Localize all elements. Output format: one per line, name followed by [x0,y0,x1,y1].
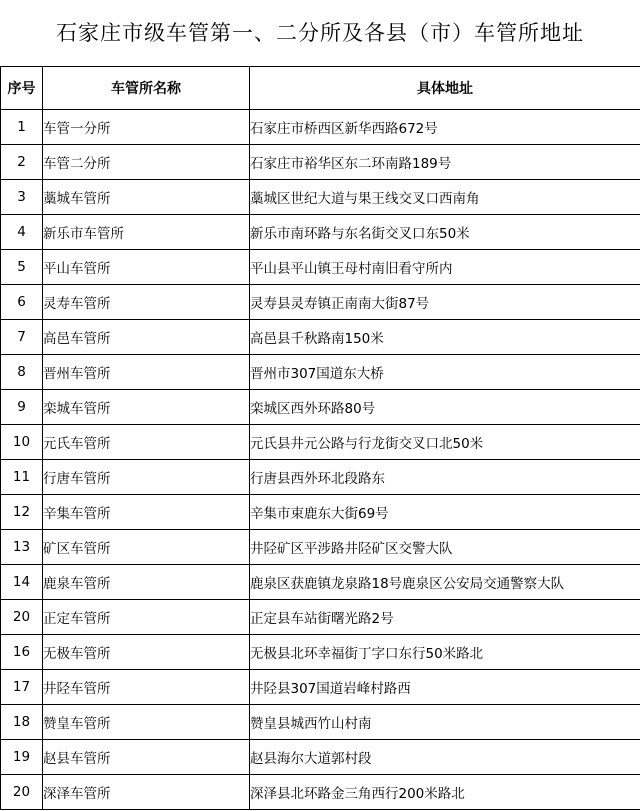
row-number: 14 [1,565,43,600]
table-row [1,285,640,320]
table-row [1,180,640,215]
table-row [1,390,640,425]
row-number: 16 [1,635,43,670]
office-address: 新乐市南环路与东名街交叉口东50米 [250,215,640,250]
office-name: 井陉车管所 [43,670,250,705]
header-no: 序号 [1,67,43,110]
table-row [1,565,640,600]
office-name: 正定车管所 [43,600,250,635]
office-address: 元氏县井元公路与行龙街交叉口北50米 [250,425,640,460]
office-name: 无极车管所 [43,635,250,670]
office-address: 辛集市束鹿东大街69号 [250,495,640,530]
office-name: 平山车管所 [43,250,250,285]
table-row [1,600,640,635]
office-address: 井陉矿区平涉路井陉矿区交警大队 [250,530,640,565]
office-address: 井陉县307国道岩峰村路西 [250,670,640,705]
office-name: 深泽车管所 [43,775,250,810]
table-row [1,775,640,810]
office-name: 车管二分所 [43,145,250,180]
row-number: 2 [1,145,43,180]
office-address: 行唐县西外环北段路东 [250,460,640,495]
table-row [1,355,640,390]
row-number: 17 [1,670,43,705]
row-number: 7 [1,320,43,355]
office-name: 行唐车管所 [43,460,250,495]
row-number: 8 [1,355,43,390]
table-row [1,670,640,705]
table-row [1,705,640,740]
office-address: 石家庄市裕华区东二环南路189号 [250,145,640,180]
office-name: 新乐市车管所 [43,215,250,250]
row-number: 6 [1,285,43,320]
office-name: 高邑车管所 [43,320,250,355]
office-name: 藁城车管所 [43,180,250,215]
table-header-row [1,67,640,110]
row-number: 18 [1,705,43,740]
office-address: 晋州市307国道东大桥 [250,355,640,390]
office-name: 鹿泉车管所 [43,565,250,600]
office-address: 平山县平山镇王母村南旧看守所内 [250,250,640,285]
table-row [1,320,640,355]
row-number: 10 [1,425,43,460]
header-name: 车管所名称 [43,67,250,110]
table-row [1,495,640,530]
office-address: 藁城区世纪大道与果王线交叉口西南角 [250,180,640,215]
office-address: 鹿泉区获鹿镇龙泉路18号鹿泉区公安局交通警察大队 [250,565,640,600]
table-row [1,145,640,180]
office-address: 灵寿县灵寿镇正南南大街87号 [250,285,640,320]
office-name: 元氏车管所 [43,425,250,460]
page-title: 石家庄市级车管第一、二分所及各县（市）车管所地址 [56,21,584,45]
office-address: 赞皇县城西竹山村南 [250,705,640,740]
office-address: 赵县海尔大道郭村段 [250,740,640,775]
table-row [1,635,640,670]
row-number: 12 [1,495,43,530]
office-address: 深泽县北环路金三角西行200米路北 [250,775,640,810]
office-name: 赞皇车管所 [43,705,250,740]
header-address: 具体地址 [250,67,640,110]
row-number: 11 [1,460,43,495]
table-row [1,215,640,250]
address-table [0,66,640,810]
office-name: 栾城车管所 [43,390,250,425]
table-row [1,460,640,495]
table-row [1,425,640,460]
office-address: 石家庄市桥西区新华西路672号 [250,110,640,145]
row-number: 5 [1,250,43,285]
office-name: 晋州车管所 [43,355,250,390]
row-number: 3 [1,180,43,215]
office-address: 栾城区西外环路80号 [250,390,640,425]
office-name: 灵寿车管所 [43,285,250,320]
office-name: 辛集车管所 [43,495,250,530]
row-number: 19 [1,740,43,775]
office-name: 车管一分所 [43,110,250,145]
table-body [1,110,640,810]
table-row [1,740,640,775]
office-address: 高邑县千秋路南150米 [250,320,640,355]
office-address: 正定县车站街曙光路2号 [250,600,640,635]
row-number: 20 [1,600,43,635]
office-name: 赵县车管所 [43,740,250,775]
row-number: 4 [1,215,43,250]
table-row [1,530,640,565]
office-name: 矿区车管所 [43,530,250,565]
office-address: 无极县北环幸福街丁字口东行50米路北 [250,635,640,670]
row-number: 9 [1,390,43,425]
row-number: 20 [1,775,43,810]
row-number: 13 [1,530,43,565]
row-number: 1 [1,110,43,145]
table-row [1,250,640,285]
table-row [1,110,640,145]
